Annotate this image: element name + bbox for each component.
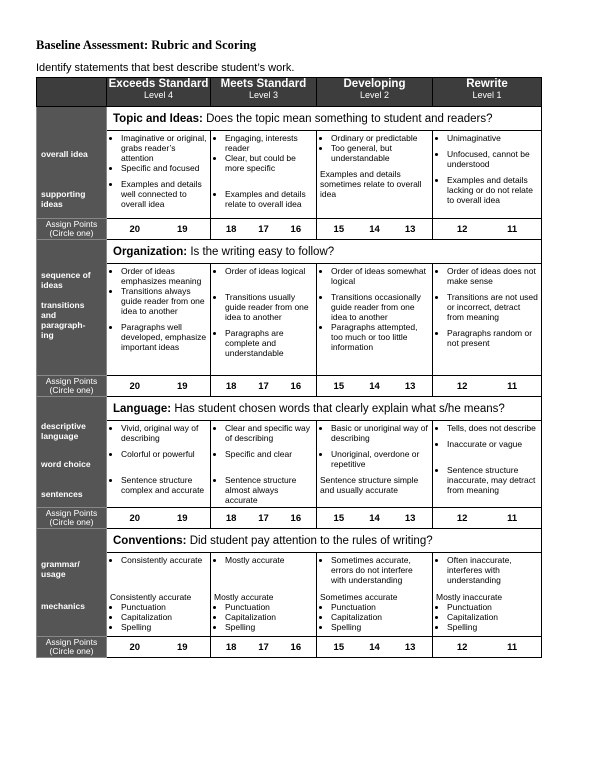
col-header-meets: Meets Standard Level 3: [211, 78, 317, 107]
point-option[interactable]: 12: [456, 223, 468, 235]
assign-points-label: Assign Points (Circle one): [37, 637, 107, 658]
col-header-rewrite: Rewrite Level 1: [433, 78, 542, 107]
point-option[interactable]: 20: [129, 380, 141, 392]
organization-rewrite: • Order of ideas does not make sense • Transitions are not used or incorrect, detract from meaning • Paragraphs random or not present: [433, 264, 542, 376]
point-option[interactable]: 15: [333, 641, 345, 653]
label-transitions: transitions and paragraph-ing: [41, 300, 86, 340]
header-row: [37, 78, 542, 107]
point-option[interactable]: 13: [404, 641, 416, 653]
point-option[interactable]: 19: [176, 641, 188, 653]
assign-points-label: Assign Points (Circle one): [37, 508, 107, 529]
point-option[interactable]: 16: [290, 641, 302, 653]
document-title: Baseline Assessment: Rubric and Scoring: [36, 38, 257, 52]
organization-side-labels: [37, 240, 107, 376]
organization-exceeds: • Order of ideas emphasizes meaning • Transitions always guide reader from one idea to another • Paragraphs well developed, emphasize important ideas: [107, 264, 211, 376]
organization-points-row: [37, 376, 542, 397]
topic-meets: • Engaging, interests reader • Clear, but could be more specific • Examples and details relate to overall idea: [211, 131, 317, 219]
label-sequence-of-ideas: sequence of ideas: [41, 270, 91, 290]
conventions-points-row: [37, 637, 542, 658]
organization-meets: • Order of ideas logical • Transitions usually guide reader from one idea to another • Paragraphs are complete and understandable: [211, 264, 317, 376]
point-option[interactable]: 13: [404, 223, 416, 235]
section-topic: [37, 107, 542, 131]
point-option[interactable]: 19: [176, 380, 188, 392]
language-points-row: [37, 508, 542, 529]
point-option[interactable]: 11: [507, 380, 518, 392]
point-option[interactable]: 15: [333, 223, 345, 235]
label-grammar-usage: grammar/ usage: [41, 559, 80, 579]
point-option[interactable]: 15: [333, 380, 345, 392]
point-option[interactable]: 20: [129, 641, 141, 653]
topic-title: Topic and Ideas: Does the topic mean something to student and readers?: [107, 107, 542, 131]
topic-side-labels: [37, 107, 107, 219]
point-option[interactable]: 15: [333, 512, 345, 524]
point-option[interactable]: 20: [129, 512, 141, 524]
section-conventions: [37, 529, 542, 553]
point-option[interactable]: 17: [258, 380, 269, 392]
language-developing: • Basic or unoriginal way of describing • Unoriginal, overdone or repetitive Sentence structure simple and usually accurate: [317, 421, 433, 508]
topic-developing: • Ordinary or predictable • Too general, but understandable Examples and details sometimes relate to overall idea: [317, 131, 433, 219]
point-option[interactable]: 17: [258, 223, 269, 235]
point-option[interactable]: 12: [456, 380, 468, 392]
language-side-labels: [37, 397, 107, 508]
label-supporting-ideas: supporting ideas: [41, 189, 86, 209]
topic-exceeds: • Imaginative or original, grabs reader’s attention • Specific and focused • Examples and details well connected to overall idea: [107, 131, 211, 219]
point-option[interactable]: 14: [369, 223, 380, 235]
point-option[interactable]: 14: [369, 641, 380, 653]
topic-rewrite: • Unimaginative • Unfocused, cannot be understood • Examples and details lacking or do not relate to overall idea: [433, 131, 542, 219]
language-title: Language: Has student chosen words that clearly explain what s/he means?: [107, 397, 542, 421]
conventions-side-labels: [37, 529, 107, 637]
point-option[interactable]: 18: [225, 641, 237, 653]
point-option[interactable]: 11: [507, 223, 518, 235]
assign-points-label: Assign Points (Circle one): [37, 376, 107, 397]
point-option[interactable]: 16: [290, 223, 302, 235]
point-option[interactable]: 18: [225, 223, 237, 235]
label-sentences: sentences: [41, 489, 83, 499]
col-header-developing: Developing Level 2: [317, 78, 433, 107]
header-corner: [37, 78, 107, 107]
point-option[interactable]: 14: [369, 512, 380, 524]
point-option[interactable]: 12: [456, 641, 468, 653]
point-option[interactable]: 17: [258, 641, 269, 653]
point-option[interactable]: 13: [404, 512, 416, 524]
section-organization: [37, 240, 542, 264]
point-option[interactable]: 16: [290, 380, 302, 392]
point-option[interactable]: 18: [225, 512, 237, 524]
conventions-meets: • Mostly accurate Mostly accurate • Punctuation • Capitalization • Spelling: [211, 553, 317, 637]
language-exceeds: • Vivid, original way of describing • Colorful or powerful • Sentence structure complex and accurate: [107, 421, 211, 508]
label-descriptive-language: descriptive language: [41, 421, 86, 441]
rubric-table: [36, 77, 542, 658]
point-option[interactable]: 11: [507, 512, 518, 524]
label-overall-idea: overall idea: [41, 149, 88, 159]
point-option[interactable]: 14: [369, 380, 380, 392]
point-option[interactable]: 11: [507, 641, 518, 653]
organization-developing: • Order of ideas somewhat logical • Transitions occasionally guide reader from one idea to another • Paragraphs attempted, too much or too little information: [317, 264, 433, 376]
label-mechanics: mechanics: [41, 601, 85, 611]
point-option[interactable]: 19: [176, 223, 188, 235]
label-word-choice: word choice: [41, 459, 91, 469]
organization-title: Organization: Is the writing easy to follow?: [107, 240, 542, 264]
conventions-title: Conventions: Did student pay attention to the rules of writing?: [107, 529, 542, 553]
point-option[interactable]: 12: [456, 512, 468, 524]
section-language: [37, 397, 542, 421]
point-option[interactable]: 18: [225, 380, 237, 392]
conventions-rewrite: • Often inaccurate, interferes with understanding Mostly inaccurate • Punctuation • Capitalization • Spelling: [433, 553, 542, 637]
col-header-exceeds: Exceeds Standard Level 4: [107, 78, 211, 107]
topic-points-row: [37, 219, 542, 240]
language-rewrite: • Tells, does not describe • Inaccurate or vague • Sentence structure inaccurate, may detract from meaning: [433, 421, 542, 508]
point-option[interactable]: 17: [258, 512, 269, 524]
point-option[interactable]: 20: [129, 223, 141, 235]
point-option[interactable]: 13: [404, 380, 416, 392]
language-meets: • Clear and specific way of describing • Specific and clear • Sentence structure almost always accurate: [211, 421, 317, 508]
conventions-developing: • Sometimes accurate, errors do not interfere with understanding Sometimes accurate • Punctuation • Capitalization • Spelling: [317, 553, 433, 637]
instructions: Identify statements that best describe student’s work.: [36, 62, 295, 74]
point-option[interactable]: 16: [290, 512, 302, 524]
point-option[interactable]: 19: [176, 512, 188, 524]
assign-points-label: Assign Points (Circle one): [37, 219, 107, 240]
conventions-exceeds: • Consistently accurate Consistently accurate • Punctuation • Capitalization • Spelling: [107, 553, 211, 637]
